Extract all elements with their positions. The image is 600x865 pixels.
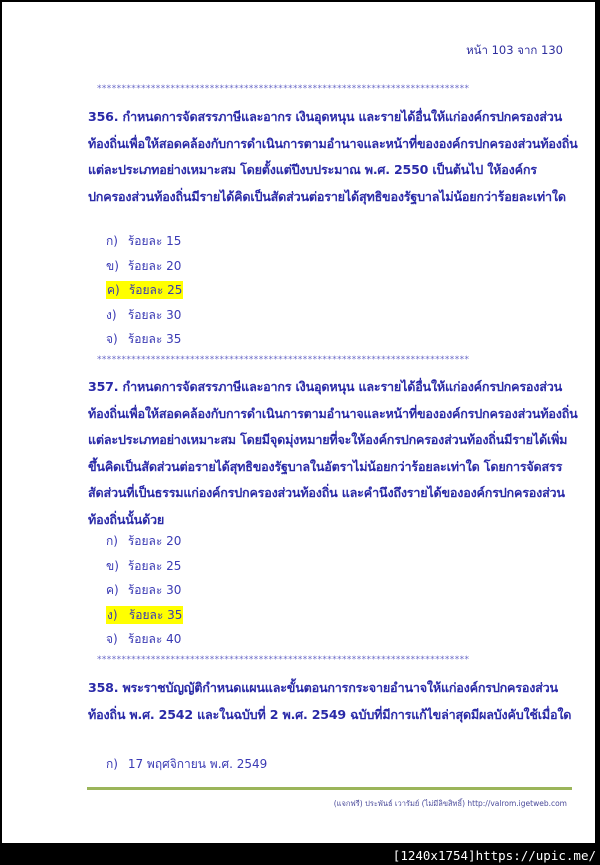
option-e[interactable]: จ) ร้อยละ 35 [106, 332, 182, 346]
page-indicator: หน้า 103 จาก 130 [466, 43, 563, 57]
option-c[interactable]: ค) ร้อยละ 30 [106, 583, 182, 597]
option-a[interactable]: ก) 17 พฤศจิกายน พ.ศ. 2549 [106, 757, 268, 771]
separator: **************************************************************************** [97, 84, 470, 94]
option-d-answer[interactable] [106, 603, 183, 628]
options-356 [106, 229, 183, 352]
option-c-answer[interactable] [106, 278, 183, 303]
image-watermark: [1240x1754]https://upic.me/ [392, 848, 596, 863]
footer-rule [87, 787, 572, 790]
option-b[interactable]: ข) ร้อยละ 25 [106, 558, 182, 573]
option-b[interactable]: ข) ร้อยละ 20 [106, 258, 182, 273]
answer-highlight: ง) ร้อยละ 35 [107, 607, 183, 622]
question-358: 358. พระราชบัญญัติกำหนดแผนและขั้นตอนการกระจายอำนาจให้แก่องค์กรปกครองส่วนท้องถิ่น พ.ศ. 2542 และในฉบับที่ 2 พ.ศ. 2549 ฉบับที่มีการแก้ไขล่าสุดมีผลบังคับใช้เมื่อใด [88, 680, 572, 722]
question-356: 356. กำหนดการจัดสรรภาษีและอากร เงินอุดหนุน และรายได้อื่นให้แก่องค์กรปกครองส่วนท้องถิ่นเพื่อให้สอดคล้องกับการดำเนินการตามอำนาจและหน้าที่ขององค์กรปกครองส่วนท้องถิ่นแต่ละประเภทอย่างเหมาะสม โดยตั้งแต่ปีงบประมาณ พ.ศ. 2550 เป็นต้นไป ให้องค์กรปกครองส่วนท้องถิ่นมีรายได้คิดเป็นสัดส่วนต่อรายได้สุทธิของรัฐบาลไม่น้อยกว่าร้อยละเท่าใด [88, 109, 578, 204]
option-a[interactable]: ก) ร้อยละ 15 [106, 234, 182, 248]
separator: **************************************************************************** [97, 355, 470, 365]
options-357 [106, 529, 183, 652]
question-357: 357. กำหนดการจัดสรรภาษีและอากร เงินอุดหนุน และรายได้อื่นให้แก่องค์กรปกครองส่วนท้องถิ่นเพื่อให้สอดคล้องกับการดำเนินการตามอำนาจและหน้าที่ขององค์กรปกครองส่วนท้องถิ่นแต่ละประเภทอย่างเหมาะสม โดยมีจุดมุ่งหมายที่จะให้องค์กรปกครองส่วนท้องถิ่นมีรายได้เพิ่มขึ้นคิดเป็นสัดส่วนต่อรายได้สุทธิของรัฐบาลในอัตราไม่น้อยกว่าร้อยละเท่าใด โดยการจัดสรรสัดส่วนที่เป็นธรรมแก่องค์กรปกครองส่วนท้องถิ่น และคำนึงถึงรายได้ขององค์กรปกครองส่วนท้องถิ่นนั้นด้วย [88, 379, 578, 527]
answer-highlight: ค) ร้อยละ 25 [107, 283, 183, 297]
option-e[interactable]: จ) ร้อยละ 40 [106, 632, 182, 646]
footer-credit: (แจกฟรี) ประพันธ์ เวารัมย์ (ไม่มีลิขสิทธิ์) http://valrom.igetweb.com [333, 799, 567, 808]
document-page [2, 2, 595, 843]
option-d[interactable]: ง) ร้อยละ 30 [106, 307, 182, 322]
options-358 [106, 752, 267, 777]
option-a[interactable]: ก) ร้อยละ 20 [106, 534, 182, 548]
separator: **************************************************************************** [97, 655, 470, 665]
